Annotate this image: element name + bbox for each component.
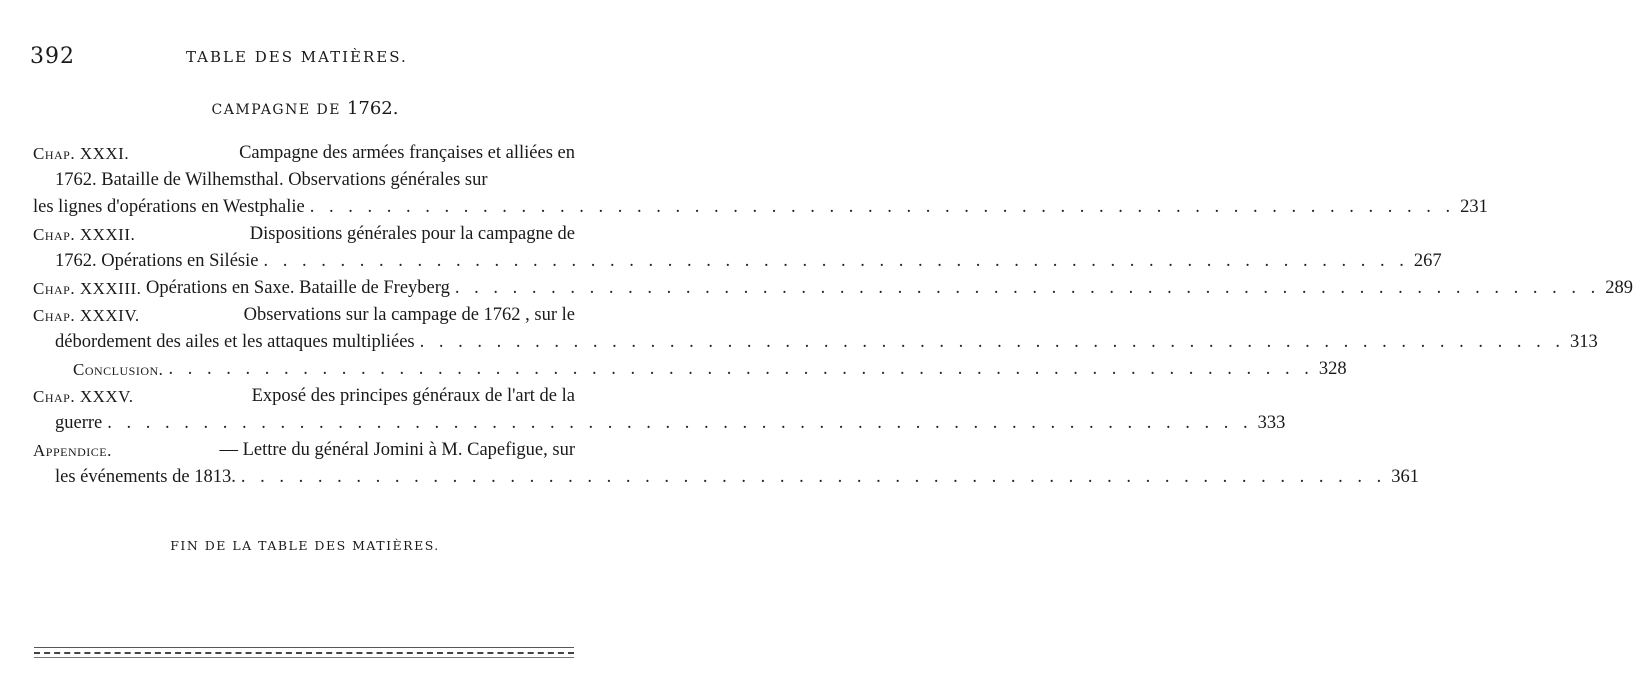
dot-leader: . . . . . . . . . . . . . . . . . . . . . . . . . . . . . . . . . . . . . . . . . . . . . . . . . . . . . . . . . . . .: [107, 413, 1253, 433]
dot-leader: . . . . . . . . . . . . . . . . . . . . . . . . . . . . . . . . . . . . . . . . . . . . . . . . . . . . . . . . . . . .: [168, 359, 1314, 379]
page-number: 392: [30, 44, 75, 69]
toc-entry-label: Conclusion.: [73, 360, 164, 379]
toc-entry-text: — Lettre du général Jomini à M. Capefigue, sur: [219, 440, 575, 460]
toc-entry[interactable]: [33, 221, 1442, 275]
dot-leader: . . . . . . . . . . . . . . . . . . . . . . . . . . . . . . . . . . . . . . . . . . . . . . . . . . . . . . . . . . . .: [240, 467, 1387, 487]
toc-entry-text: 1762. Opérations en Silésie: [55, 251, 259, 271]
toc-entry-label: Chap. XXXII.: [33, 225, 136, 244]
toc-entry-page: 333: [1257, 413, 1286, 433]
toc-entry-text: Campagne des armées françaises et alliées en: [239, 143, 575, 163]
toc-entry-text: guerre: [55, 413, 103, 433]
toc-entry-page: 231: [1460, 197, 1488, 217]
toc-entry-label: Chap. XXXIV.: [33, 306, 140, 325]
toc-entry-label: Appendice.: [33, 441, 112, 460]
dot-leader: . . . . . . . . . . . . . . . . . . . . . . . . . . . . . . . . . . . . . . . . . . . . . . . . . . . . . . . . . . . .: [309, 197, 1456, 217]
toc-entry-page: 267: [1413, 251, 1442, 271]
toc-entry-page: 289: [1605, 278, 1633, 298]
toc-entry-page: 361: [1391, 467, 1419, 487]
toc-entry-text: les lignes d'opérations en Westphalie: [33, 197, 305, 217]
toc-entry-page: 313: [1570, 332, 1598, 352]
footer-rule: [34, 652, 574, 654]
toc-entry-text: Exposé des principes généraux de l'art de la: [251, 386, 575, 406]
toc-entry-text: Observations sur la campage de 1762 , sur le: [243, 305, 575, 325]
footer-rule: [34, 647, 574, 648]
section-title-word: CAMPAGNE DE: [211, 102, 341, 118]
toc-entry-text: 1762. Bataille de Wilhemsthal. Observations générales sur: [55, 170, 488, 190]
toc-entry[interactable]: [33, 140, 1488, 221]
dot-leader: . . . . . . . . . . . . . . . . . . . . . . . . . . . . . . . . . . . . . . . . . . . . . . . . . . . . . . . . . . . .: [263, 251, 1409, 271]
toc-entry-page: 328: [1318, 359, 1347, 379]
running-head: TABLE DES MATIÈRES.: [186, 48, 408, 66]
dot-leader: . . . . . . . . . . . . . . . . . . . . . . . . . . . . . . . . . . . . . . . . . . . . . . . . . . . . . . . . . . . .: [454, 278, 1601, 298]
toc-entry-text: Dispositions générales pour la campagne de: [249, 224, 575, 244]
section-title-year: 1762.: [346, 98, 399, 119]
toc-entry-label: Chap. XXXIII.: [33, 279, 142, 298]
end-note: FIN DE LA TABLE DES MATIÈRES.: [170, 538, 440, 553]
toc-entry-text: les événements de 1813.: [55, 467, 236, 487]
toc-entry-text: débordement des ailes et les attaques multipliées: [55, 332, 415, 352]
toc-entry-label: Chap. XXXI.: [33, 144, 130, 163]
toc-entry-text: Opérations en Saxe. Bataille de Freyberg: [146, 278, 450, 298]
toc-entry[interactable]: [33, 437, 1419, 491]
section-title: [0, 98, 610, 119]
toc-entry[interactable]: [33, 275, 1633, 302]
toc-entry[interactable]: [33, 302, 1598, 356]
toc-entry[interactable]: [33, 356, 1347, 383]
toc-entry-label: Chap. XXXV.: [33, 387, 134, 406]
dot-leader: . . . . . . . . . . . . . . . . . . . . . . . . . . . . . . . . . . . . . . . . . . . . . . . . . . . . . . . . . . . .: [419, 332, 1565, 352]
toc-entry[interactable]: [33, 383, 1286, 437]
footer-rule: [34, 657, 574, 658]
table-of-contents: [33, 140, 1633, 491]
